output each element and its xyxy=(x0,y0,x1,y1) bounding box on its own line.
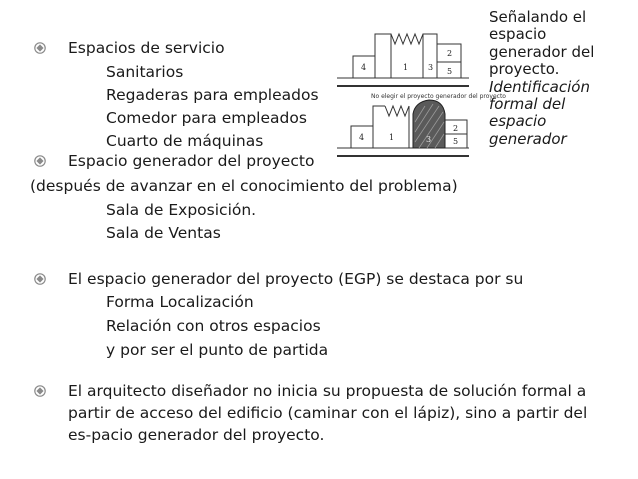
fig-label: 3 xyxy=(426,135,432,144)
bullet-architect-line2: partir de acceso del edificio (caminar con el lápiz), sino a partir del xyxy=(68,404,588,422)
fig-label: 3 xyxy=(428,63,434,72)
side-line-italic: formal del xyxy=(489,95,566,114)
bullet-icon xyxy=(34,42,46,54)
service-item: Comedor para empleados xyxy=(106,109,307,127)
fig-label: 1 xyxy=(403,63,409,72)
generator-item: Sala de Ventas xyxy=(106,224,221,242)
side-line-italic: generador xyxy=(489,129,567,148)
side-caption xyxy=(489,9,635,148)
generator-item: Sala de Exposición. xyxy=(106,201,257,219)
fig-label: 5 xyxy=(453,137,459,146)
service-item: Cuarto de máquinas xyxy=(106,132,264,150)
side-line: proyecto. xyxy=(489,60,560,79)
side-line-italic: espacio xyxy=(489,112,547,131)
side-line: Señalando el xyxy=(489,8,587,26)
fig-label: 4 xyxy=(359,133,365,142)
bottom-section-drawing xyxy=(337,106,469,156)
bullet-egp: El espacio generador del proyecto (EGP) se destaca por su xyxy=(68,270,524,288)
top-section-drawing xyxy=(337,34,469,86)
fig-label: 2 xyxy=(447,49,453,58)
egp-item: Relación con otros espacios xyxy=(106,317,321,335)
service-item: Sanitarios xyxy=(106,63,184,81)
architectural-section-figure xyxy=(333,10,506,160)
bullet-generator-space: Espacio generador del proyecto xyxy=(68,152,315,170)
bullet-icon xyxy=(34,155,46,167)
egp-item: Forma Localización xyxy=(106,293,254,311)
fig-label: 1 xyxy=(389,133,395,142)
bullet-service-spaces: Espacios de servicio xyxy=(68,39,225,57)
fig-label: 5 xyxy=(447,67,453,76)
egp-item: y por ser el punto de partida xyxy=(106,341,329,359)
bullet-architect-line1: El arquitecto diseñador no inicia su propuesta de solución formal a xyxy=(68,382,587,400)
fig-label: 4 xyxy=(361,63,367,72)
side-line: generador del xyxy=(489,42,595,61)
note-text: (después de avanzar en el conocimiento del problema) xyxy=(30,177,458,195)
figure-caption: No elegir el proyecto generador del proyecto xyxy=(371,93,506,100)
bullet-icon xyxy=(34,273,46,285)
fig-label: 2 xyxy=(453,124,459,133)
side-line: espacio xyxy=(489,25,547,44)
service-item: Regaderas para empleados xyxy=(106,86,319,104)
bullet-icon xyxy=(34,385,46,397)
bullet-architect-line3: es-pacio generador del proyecto. xyxy=(68,426,325,444)
side-line-italic: Identificación xyxy=(489,77,590,96)
